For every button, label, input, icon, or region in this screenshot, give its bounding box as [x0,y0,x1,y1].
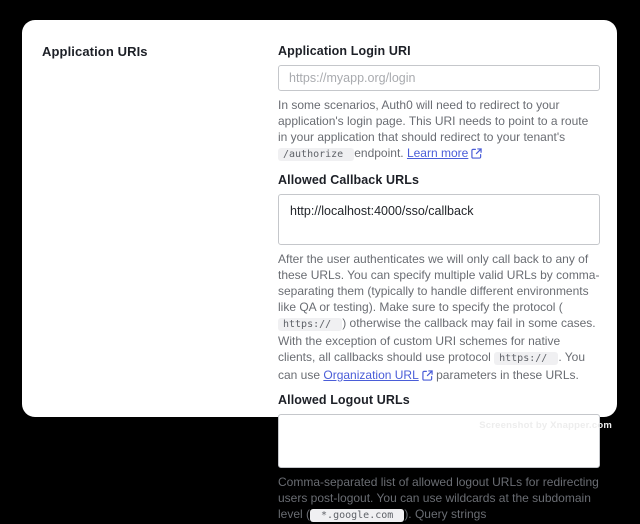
field-application-login-uri [278,44,600,163]
help-text: parameters in these URLs. [432,368,579,382]
section-title-column [42,44,278,417]
application-login-uri-help [278,97,600,163]
external-link-icon [419,367,433,383]
help-text: endpoint. [354,146,407,160]
help-text: In some scenarios, Auth0 will need to redirect to your application's login page. This URI needs to point to a route in your application that should redirect to your tenant's [278,98,589,144]
watermark: Screenshot by Xnapper.com [479,420,612,431]
section-title: Application URIs [42,44,148,59]
field-allowed-callback-urls [278,173,600,383]
allowed-callback-urls-textarea[interactable] [278,194,600,245]
allowed-logout-urls-help [278,474,600,524]
code-chip: /authorize [278,148,354,161]
application-login-uri-input[interactable] [278,65,600,91]
allowed-logout-urls-label: Allowed Logout URLs [278,393,410,407]
help-text: After the user authenticates we will only call back to any of these URLs. You can specify multiple valid URLs by comma-separating them (typically to handle different environments like QA or testing). Make sure to specify the protocol ( [278,252,600,314]
help-text: ). Query strings [404,507,487,521]
allowed-callback-urls-help [278,251,600,383]
code-chip: https:// [494,352,558,365]
help-text: Comma-separated list of allowed logout URLs for redirecting users post-logout. You can use wildcards at the subdomain level ( [278,475,599,521]
allowed-callback-urls-label: Allowed Callback URLs [278,173,420,187]
code-chip: https:// [278,318,342,331]
help-link[interactable]: Organization URL [323,368,419,382]
external-link-icon [468,145,482,161]
help-text: . You can use [278,350,586,382]
field-allowed-logout-urls [278,393,600,524]
help-text: ) otherwise the callback may fail in some cases. With the exception of custom URI schemes for native clients, all callbacks should use protocol [278,316,596,364]
code-chip: *.google.com [310,509,404,522]
application-login-uri-label: Application Login URI [278,44,411,58]
help-link[interactable]: Learn more [406,146,469,160]
